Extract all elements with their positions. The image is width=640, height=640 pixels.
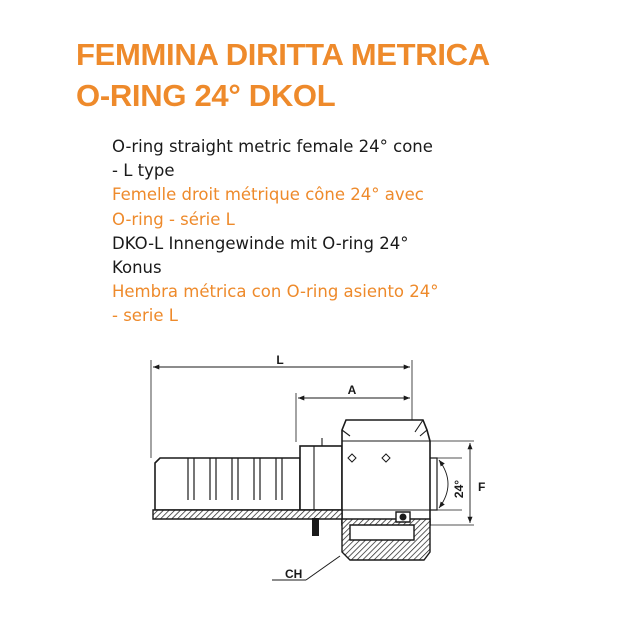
nut-thread-gap (350, 525, 414, 540)
ch-leader (272, 556, 340, 580)
description-fr-line-1: Femelle droit métrique cône 24° avec (112, 185, 424, 205)
label-A: A (347, 383, 357, 397)
dimension-24-arc (439, 460, 448, 508)
snap-ring (312, 518, 319, 536)
description-es-line-2: - serie L (112, 306, 178, 326)
description-fr-line-2: O-ring - série L (112, 209, 235, 229)
label-24-degrees: 24° (452, 479, 466, 499)
label-L: L (276, 353, 284, 367)
title-line-2: O-RING 24° DKOL (76, 78, 336, 113)
description-en-line-2: - L type (112, 161, 175, 181)
nut-hex (342, 420, 430, 525)
description-es-line-1: Hembra métrica con O-ring asiento 24° (112, 282, 439, 302)
hose-tail (155, 458, 300, 510)
cone-seat (430, 458, 437, 510)
description-de-line-1: DKO-L Innengewinde mit O-ring 24° (112, 233, 409, 253)
collar (300, 446, 342, 510)
label-CH: CH (285, 567, 303, 581)
tail-section (153, 510, 342, 519)
title-line-1: FEMMINA DIRITTA METRICA (76, 37, 490, 72)
label-F: F (478, 480, 486, 494)
description-en-line-1: O-ring straight metric female 24° cone (112, 137, 433, 156)
description-de-line-2: Konus (112, 258, 162, 278)
oring (400, 514, 407, 521)
